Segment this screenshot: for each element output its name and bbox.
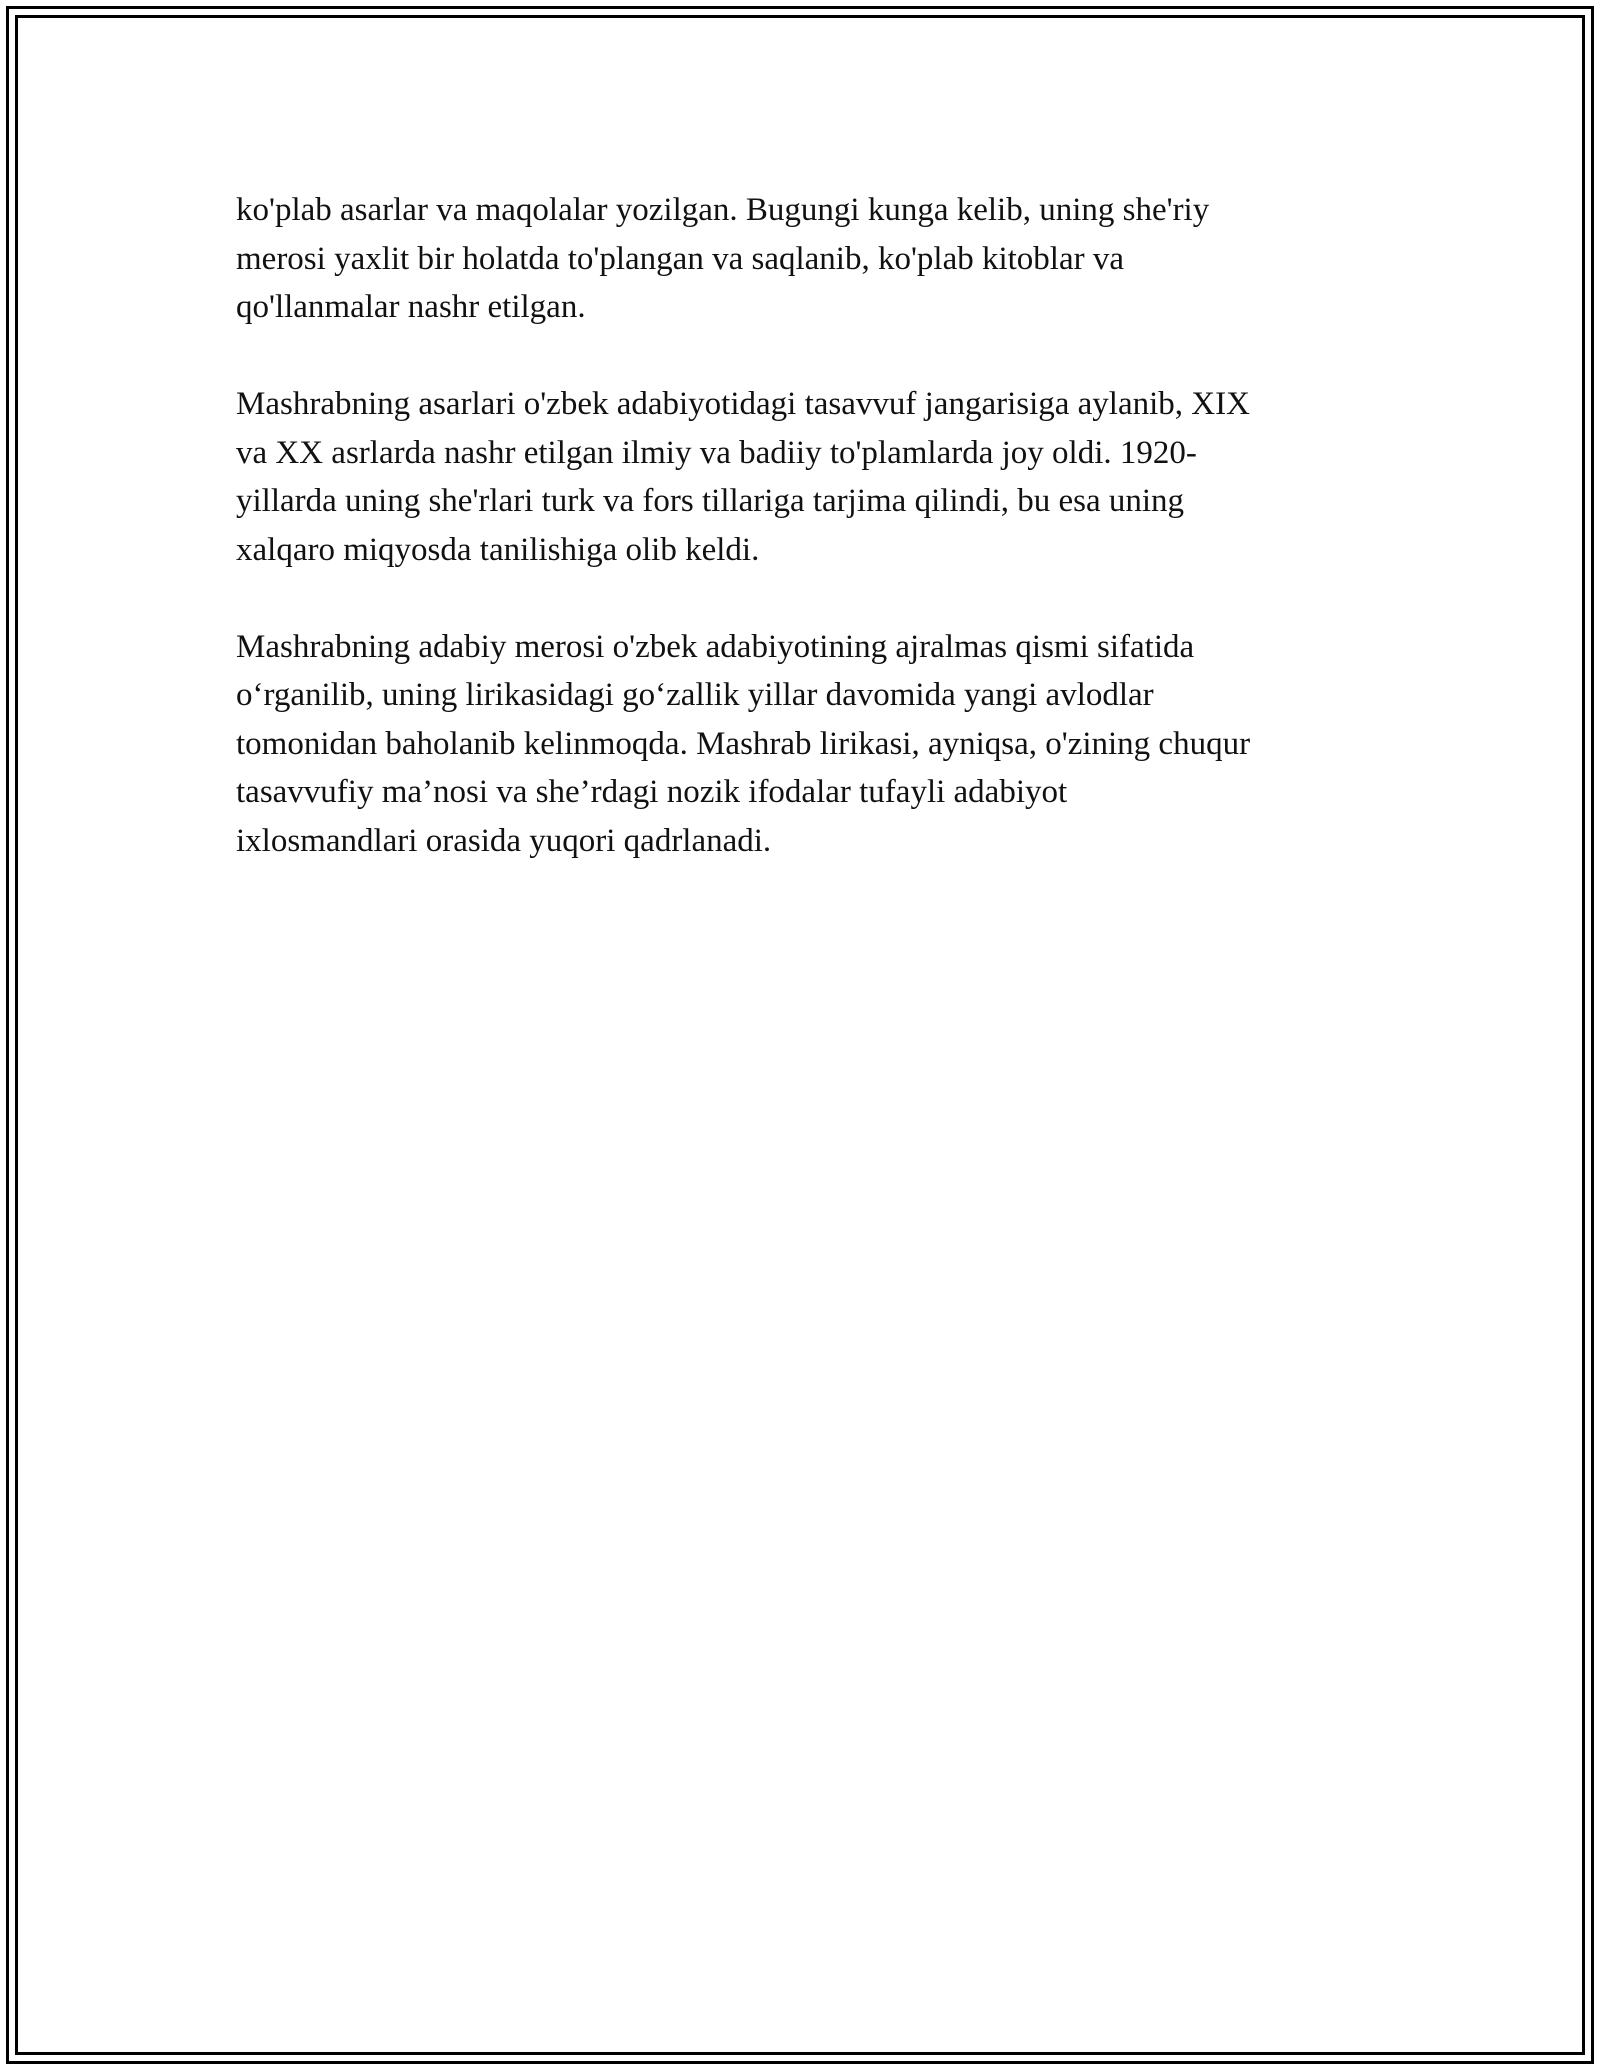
paragraph-line: xalqaro miqyosda tanilishiga olib keldi. [236,531,760,568]
paragraph-line: Mashrabning adabiy merosi o'zbek adabiyotining ajralmas qismi sifatida [236,628,1195,665]
paragraph-line: ixlosmandlari orasida yuqori qadrlanadi. [236,822,772,859]
paragraph-line: yillarda uning she'rlari turk va fors tillariga tarjima qilindi, bu esa uning [236,483,1185,519]
paragraph-2 [236,380,1386,574]
paragraph-line: tomonidan baholanib kelinmoqda. Mashrab lirikasi, ayniqsa, o'zining chuqur [236,725,1251,762]
paragraph-line: merosi yaxlit bir holatda to'plangan va saqlanib, ko'plab kitoblar va [236,240,1125,277]
paragraph-line: va XX asrlarda nashr etilgan ilmiy va badiiy to'plamlarda joy oldi. 1920- [236,434,1197,471]
paragraph-line: qo'llanmalar nashr etilgan. [236,289,586,325]
document-body [236,186,1386,914]
paragraph-line: ko'plab asarlar va maqolalar yozilgan. Bugungi kunga kelib, uning she'riy [236,192,1210,228]
paragraph-line: tasavvufiy ma’nosi va she’rdagi nozik ifodalar tufayli adabiyot [236,774,1068,810]
paragraph-line: o‘rganilib, uning lirikasidagi go‘zallik yillar davomida yangi avlodlar [236,677,1154,713]
paragraph-line: Mashrabning asarlari o'zbek adabiyotidagi tasavvuf jangarisiga aylanib, XIX [236,386,1250,422]
paragraph-1 [236,186,1386,332]
paragraph-3 [236,623,1386,866]
